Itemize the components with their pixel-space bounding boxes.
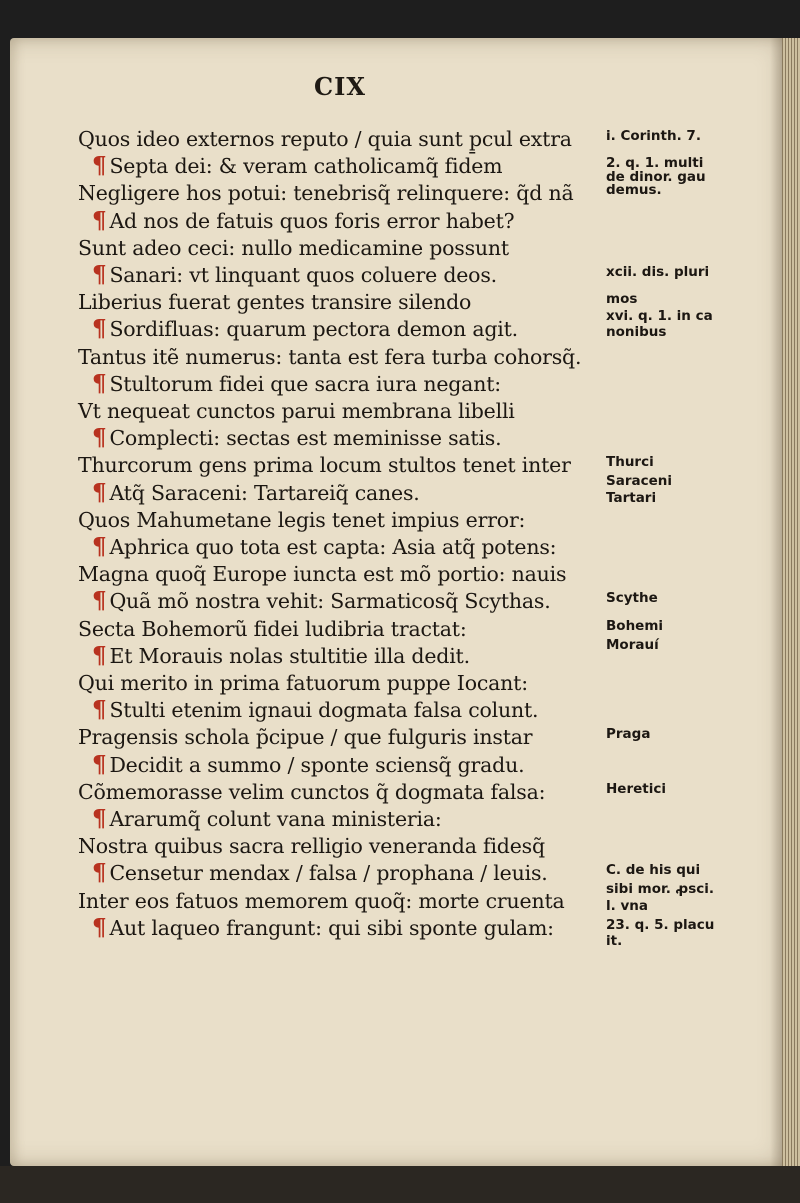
verse-line-text: Complecti: sectas est meminisse satis. — [109, 426, 502, 451]
red-pilcrow-icon: ¶ — [92, 152, 107, 180]
red-pilcrow-icon: ¶ — [92, 369, 107, 397]
margin-note: demus. — [606, 182, 662, 199]
verse-line — [78, 178, 618, 208]
verse-line-text: Pragensis schola p̃cipue / que fulguris instar — [78, 725, 533, 750]
verse-line-text: Sunt adeo ceci: nullo medicamine possunt — [78, 235, 509, 260]
verse-line — [78, 396, 618, 426]
verse-line-text: Septa dei: & veram catholicamq̃ fidem — [109, 154, 503, 179]
margin-note: Praga — [606, 726, 651, 743]
book-bottom-edge — [0, 1166, 800, 1203]
verse-line-text: Sordifluas: quarum pectora demon agit. — [109, 317, 518, 342]
verse-line — [92, 750, 632, 780]
verse-line — [78, 559, 618, 589]
verse-line-text: Cõmemorasse velim cunctos q̃ dogmata falsa: — [78, 779, 546, 804]
verse-line — [78, 777, 618, 807]
verse-line-text: Atq̃ Saraceni: Tartareiq̃ canes. — [109, 480, 420, 505]
verse-line — [92, 695, 632, 725]
verse-line-text: Decidit a summo / sponte sciensq̃ gradu. — [109, 752, 525, 777]
margin-note: xvi. q. 1. in ca — [606, 307, 713, 324]
margin-note: Scythe — [606, 590, 658, 607]
verse-line — [78, 722, 618, 752]
verse-line — [92, 804, 632, 834]
red-pilcrow-icon: ¶ — [92, 424, 107, 452]
verse-line — [92, 478, 632, 508]
margin-note: Bohemi — [606, 617, 664, 634]
verse-line-text: Ararumq̃ colunt vana ministeria: — [109, 807, 442, 831]
verse-line — [92, 369, 632, 399]
red-pilcrow-icon: ¶ — [92, 587, 107, 615]
verse-line — [92, 206, 632, 236]
verse-line-text: Qui merito in prima fatuorum puppe Iocant: — [78, 671, 528, 695]
red-pilcrow-icon: ¶ — [92, 206, 107, 234]
verse-line — [78, 886, 618, 916]
page-edges — [782, 38, 800, 1166]
verse-line — [92, 314, 632, 344]
verse-line-text: Et Morauis nolas stultitie illa dedit. — [109, 643, 470, 668]
margin-note: C. de his qui — [606, 862, 701, 879]
margin-note: 2. q. 1. multi — [606, 155, 704, 172]
verse-line-text: Liberius fuerat gentes transire silendo — [78, 290, 472, 315]
folio-number: CIX — [314, 72, 366, 101]
verse-line — [92, 586, 632, 616]
verse-line — [78, 342, 618, 372]
margin-note: mos — [606, 291, 638, 308]
margin-note: sibi mor. ꝓsci. — [606, 881, 714, 898]
verse-line-text: Censetur mendax / falsa / prophana / leuis. — [109, 861, 548, 886]
red-pilcrow-icon: ¶ — [92, 261, 107, 288]
verse-line-text: Quos ideo externos reputo / quia sunt p̱cul extra — [78, 127, 572, 151]
verse-line-text: Aut laqueo frangunt: qui sibi sponte gulam: — [109, 915, 554, 940]
verse-line-text: Aphrica quo tota est capta: Asia atq̃ potens: — [109, 535, 557, 559]
verse-line-text: Tantus itẽ numerus: tanta est fera turba cohorsq̃. — [78, 344, 582, 369]
margin-note: i. Corinth. 7. — [606, 128, 701, 144]
red-pilcrow-icon: ¶ — [92, 805, 107, 832]
verse-line-text: Ad nos de fatuis quos foris error habet? — [109, 208, 515, 233]
verse-line-text: Thurcorum gens prima locum stultos tenet inter — [78, 453, 571, 478]
red-pilcrow-icon: ¶ — [92, 913, 107, 941]
margin-note: Heretici — [606, 780, 666, 797]
verse-line-text: Inter eos fatuos memorem quoq̃: morte cruenta — [78, 888, 565, 913]
margin-note: Thurci — [606, 454, 654, 471]
red-pilcrow-icon: ¶ — [92, 859, 107, 887]
margin-note: xcii. dis. pluri — [606, 264, 710, 280]
verse-line — [92, 151, 632, 181]
verse-line — [78, 614, 618, 644]
verse-line-text: Stultorum fidei que sacra iura negant: — [109, 371, 501, 396]
margin-note: nonibus — [606, 323, 667, 340]
margin-note: it. — [606, 933, 623, 950]
verse-line — [78, 668, 618, 698]
red-pilcrow-icon: ¶ — [92, 641, 107, 669]
verse-line-text: Sanari: vt linquant quos coluere deos. — [109, 263, 497, 287]
verse-line-text: Quos Mahumetane legis tenet impius error: — [78, 507, 526, 532]
verse-line-text: Negligere hos potui: tenebrisq̃ relinquere: q̃d nã — [78, 181, 574, 206]
red-pilcrow-icon: ¶ — [92, 696, 107, 724]
verse-line — [78, 233, 618, 263]
verse-line-text: Stulti etenim ignaui dogmata falsa colunt. — [109, 698, 539, 723]
verse-line — [78, 450, 618, 480]
verse-line — [78, 124, 618, 154]
margin-note: Tartari — [606, 489, 657, 506]
red-pilcrow-icon: ¶ — [92, 533, 107, 560]
margin-note: l. vna — [606, 897, 648, 914]
red-pilcrow-icon: ¶ — [92, 478, 107, 506]
verse-line-text: Quã mõ nostra vehit: Sarmaticosq̃ Scythas. — [109, 589, 551, 614]
verse-line — [78, 831, 618, 861]
verse-line-text: Secta Bohemorũ fidei ludibria tractat: — [78, 616, 467, 641]
verse-line — [78, 505, 618, 535]
verse-line — [92, 260, 632, 290]
verse-line-text: Nostra quibus sacra relligio veneranda fidesq̃ — [78, 834, 545, 859]
verse-line-text: Magna quoq̃ Europe iuncta est mõ portio: nauis — [78, 562, 567, 587]
margin-note: Saraceni — [606, 473, 672, 490]
verse-line-text: Vt nequeat cunctos parui membrana libelli — [78, 399, 515, 423]
margin-note: Morauí — [606, 636, 659, 653]
verse-line — [92, 641, 632, 671]
verse-line — [92, 913, 632, 943]
verse-line — [92, 858, 632, 888]
red-pilcrow-icon: ¶ — [92, 315, 107, 343]
margin-note: de dinor. gau — [606, 168, 706, 185]
margin-note: 23. q. 5. placu — [606, 916, 715, 933]
verse-line — [92, 423, 632, 453]
verse-line — [78, 287, 618, 317]
red-pilcrow-icon: ¶ — [92, 750, 107, 778]
verse-line — [92, 532, 632, 562]
